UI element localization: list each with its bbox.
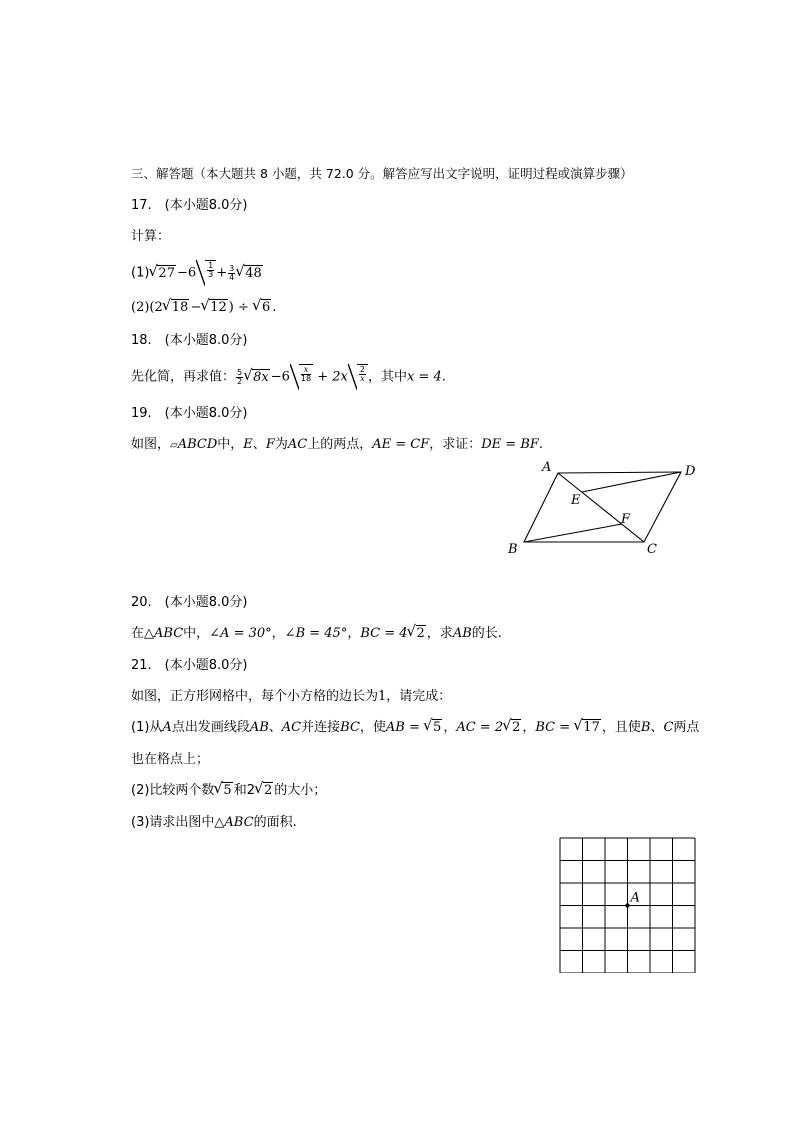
q17-p2-div: ) ÷ (228, 300, 253, 315)
q19-text-a: 如图， (131, 437, 171, 452)
sqrt-2c: √ 2 (255, 781, 273, 801)
q19-end: . (538, 437, 544, 452)
parallelogram-symbol: ▱ (170, 440, 178, 451)
sqrt-6: √ 6 (253, 298, 271, 318)
sqrt-12: √ 12 (201, 298, 228, 318)
sqrt-x-over-18: $\frac{x}{18}$ (290, 364, 313, 390)
q18-text-b: ，其中 (367, 369, 407, 385)
q19-f: F (265, 437, 275, 452)
segment-bf (524, 524, 622, 542)
sqrt-48: √ 48 (236, 264, 263, 284)
q18-text-a: 先化简，再求值： (131, 369, 236, 385)
q18-end: . (441, 369, 446, 385)
q19-text-e: ，求证： (429, 437, 482, 452)
q21-intro (131, 687, 451, 707)
q17-p2-end: . (272, 300, 277, 315)
label-e: E (571, 493, 581, 508)
sqrt-5: √ 5 (424, 718, 442, 738)
q20-bc: BC = 4 (360, 626, 408, 641)
sqrt-8x: √ 8x (244, 368, 270, 388)
q20-triangle: △ABC (144, 626, 184, 641)
sqrt-27: √ 27 (149, 264, 176, 284)
q20-text-b: 中， (183, 626, 210, 641)
q17-intro: 计算： (131, 229, 171, 244)
q19-body (131, 435, 543, 456)
sqrt-2-over-x: $\frac{2}{x}$ (348, 364, 368, 390)
q20-text-c: ，求 (426, 626, 453, 641)
q21-part3: (3)请求出图中△ABC的面积. (131, 815, 297, 830)
sqrt-frac-1-3: $\frac{1}{3}$ (196, 260, 216, 286)
q19-header: 19. (本小题8.0分) (131, 406, 248, 421)
label-c: C (647, 542, 657, 557)
sqrt-2b: √ 2 (503, 718, 521, 738)
q17-p2-label: (2)(2 (131, 300, 163, 315)
q21-header: 21. (本小题8.0分) (131, 658, 248, 673)
q21-part2: (2)比较两个数√ 5 和2√ 2 的大小； (131, 781, 326, 801)
q19-condition: AE = CF (372, 437, 430, 452)
sqrt-5b: √ 5 (214, 781, 232, 801)
q18-plus-2x: + 2x (313, 369, 348, 385)
q17-plus: + (216, 265, 228, 281)
label-d: D (685, 464, 696, 479)
q20-header: 20. (本小题8.0分) (131, 595, 248, 610)
parallelogram-abcd (524, 472, 681, 542)
sqrt-18: √ 18 (163, 298, 190, 318)
q17-header: 17. (本小题8.0分) (131, 198, 248, 213)
q19-text-c: 为 (274, 437, 288, 452)
frac-5-2: $\frac{5}{2}$ (237, 367, 243, 386)
sqrt-2: √ 2 (408, 624, 426, 644)
q19-text-d: 上的两点， (307, 437, 373, 452)
q20-ab: AB (452, 626, 472, 641)
q21-part1: (1)从A点出发画线段AB、AC并连接BC，使AB = √ 5 ，AC = 2√ 2 ，BC = √ 17 ，且使B、C两点 (131, 718, 699, 738)
q18-minus6: −6 (270, 369, 290, 385)
q18-condition: x = 4 (406, 369, 442, 385)
label-a: A (542, 460, 552, 475)
q20-text-d: 的长. (471, 626, 502, 641)
q19-abcd: ABCD (177, 437, 218, 452)
q17-p2-minus: − (190, 300, 202, 315)
q17-part1 (131, 260, 264, 286)
section-heading: 三、解答题（本大题共 8 小题，共 72.0 分。解答应写出文字说明，证明过程或演算步骤） (131, 166, 633, 181)
point-a (625, 903, 629, 907)
frac-3-4: $\frac{3}{4}$ (229, 263, 235, 282)
q19-sep: 、 (252, 437, 266, 452)
q18-body (131, 364, 446, 390)
sqrt-17: √ 17 (574, 718, 601, 738)
q20-angle-a: ∠A = 30° (209, 626, 272, 641)
label-f: F (621, 512, 631, 527)
q21-intro-b: ，请完成： (386, 689, 452, 704)
q20-text-a: 在 (131, 626, 145, 641)
grid-label-a: A (630, 890, 640, 906)
segment-de (582, 472, 681, 492)
q21-intro-a: 如图，正方形网格中，每个小方格的边长为 (131, 689, 379, 704)
q17-minus6: −6 (176, 265, 197, 281)
q21-part1-line2: 也在格点上； (131, 752, 210, 767)
q19-e: E (243, 437, 253, 452)
q17-p1-label: (1) (131, 265, 150, 281)
q17-part2 (131, 298, 276, 318)
q19-ac: AC (287, 437, 308, 452)
square-grid-figure (559, 837, 697, 973)
q20-body: 在△ABC中，∠A = 30°，∠B = 45°，BC = 4√ 2 ，求AB的长. (131, 624, 502, 644)
q21-one: 1 (378, 689, 387, 704)
q18-header: 18. (本小题8.0分) (131, 333, 248, 348)
q19-goal: DE = BF (481, 437, 539, 452)
label-b: B (508, 542, 518, 557)
q19-text-b: 中， (217, 437, 244, 452)
q21-p1-a: (1)从 (131, 720, 163, 735)
parallelogram-figure (500, 455, 710, 560)
q20-angle-b: ∠B = 45° (284, 626, 348, 641)
